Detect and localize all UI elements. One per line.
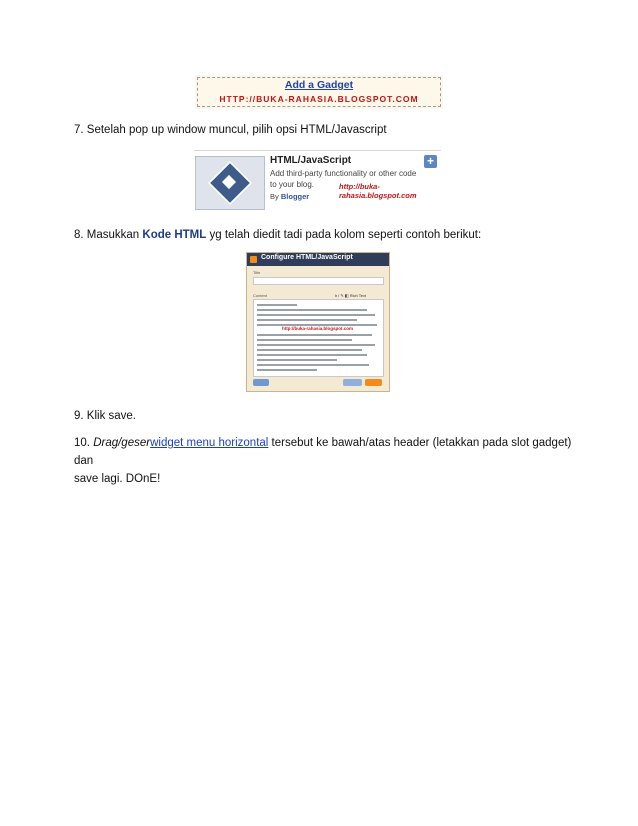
gadget-author: [270, 192, 309, 201]
step-9-text: 9. Klik save.: [74, 410, 136, 422]
remove-button-thumb: [253, 379, 269, 386]
gadget-title: HTML/JavaScript: [270, 155, 352, 166]
step-7-text: 7. Setelah pop up window muncul, pilih opsi HTML/Javascript: [74, 124, 387, 136]
step-10-line-2: save lagi. DOnE!: [74, 473, 161, 485]
cancel-button-thumb: [343, 379, 362, 386]
dialog-header: [247, 253, 389, 266]
step-10-text: [74, 434, 574, 488]
configure-dialog-image: [246, 252, 390, 392]
title-field: [253, 277, 384, 285]
blog-url-watermark: http://buka-rahasia.blogspot.com: [282, 326, 354, 331]
blogger-logo-icon: [250, 256, 257, 263]
step-8-suffix: yg telah diedit tadi pada kolom seperti contoh berikut:: [206, 229, 482, 241]
html-javascript-gadget-image: [194, 150, 441, 213]
gadget-description: Add third-party functionality or other code to your blog.: [270, 169, 417, 189]
code-textarea: [253, 299, 384, 377]
kode-html-emphasis: Kode HTML: [142, 229, 207, 241]
author-prefix: By: [270, 192, 279, 201]
dialog-title: Configure HTML/JavaScript: [261, 254, 353, 261]
step-10-rest: tersebut ke bawah/atas header (letakkan pada slot gadget) dan: [74, 437, 572, 467]
step-10-number: 10.: [74, 437, 94, 449]
step-8-prefix: 8. Masukkan: [74, 229, 143, 241]
author-name: Blogger: [280, 192, 310, 201]
content-label: Content: [253, 293, 268, 298]
add-gadget-image: [195, 75, 443, 109]
add-gadget-link: Add a Gadget: [284, 79, 354, 91]
widget-menu-horizontal-link[interactable]: widget menu horizontal: [150, 437, 269, 449]
drag-geser-italic: Drag/geser: [93, 437, 151, 449]
add-plus-icon: +: [424, 155, 437, 168]
title-label: Title: [253, 270, 261, 275]
blog-url-watermark: http://buka-rahasia.blogspot.com: [339, 182, 417, 200]
gadget-thumbnail-icon: [195, 156, 265, 210]
step-8-text: [74, 226, 481, 244]
blog-url-watermark: HTTP://BUKA-RAHASIA.BLOGSPOT.COM: [219, 94, 419, 104]
save-button-thumb: [365, 379, 382, 386]
editor-toolbar: b i ✎ ◧ Rich Text: [335, 293, 367, 298]
